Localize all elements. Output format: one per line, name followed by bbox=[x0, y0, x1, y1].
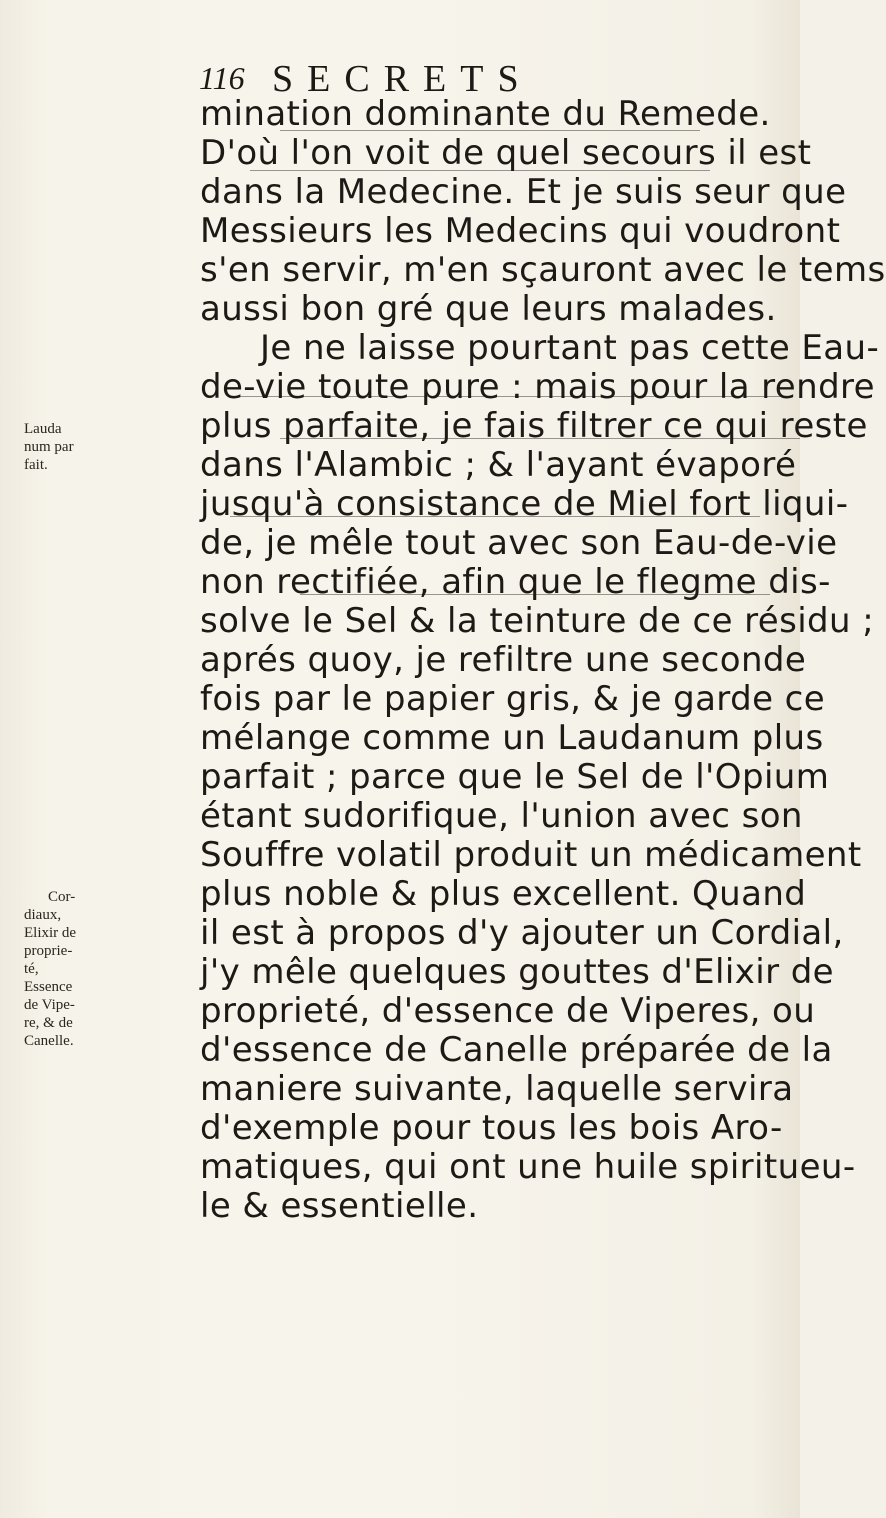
text-line: plus noble & plus excellent. Quand bbox=[200, 874, 807, 914]
text-line: aussi bon gré que leurs malades. bbox=[200, 289, 777, 329]
text-line: mélange comme un Laudanum plus bbox=[200, 718, 824, 758]
text-line: de-vie toute pure : mais pour la rendre bbox=[200, 367, 875, 407]
text-line: maniere suivante, laquelle servira bbox=[200, 1069, 794, 1109]
running-title: SECRETS bbox=[272, 58, 533, 100]
margin-note-cordiaux bbox=[24, 888, 124, 1050]
margin-note-line: fait. bbox=[24, 457, 48, 473]
text-line: Souffre volatil produit un médicament bbox=[200, 835, 862, 875]
text-line: jusqu'à consistance de Miel fort liqui- bbox=[200, 484, 849, 524]
margin-note-line: re, & de bbox=[24, 1015, 73, 1031]
margin-note-line: Cor- bbox=[48, 889, 76, 905]
text-line: plus parfaite, je fais filtrer ce qui reste bbox=[200, 406, 868, 446]
text-line: mination dominante du Remede. bbox=[200, 94, 771, 134]
text-line: parfait ; parce que le Sel de l'Opium bbox=[200, 757, 830, 797]
text-line: proprieté, d'essence de Viperes, ou bbox=[200, 991, 816, 1031]
text-line: matiques, qui ont une huile spiritueu- bbox=[200, 1147, 856, 1187]
margin-note-line: diaux, bbox=[24, 907, 62, 923]
text-line: dans l'Alambic ; & l'ayant évaporé bbox=[200, 445, 797, 485]
text-line: solve le Sel & la teinture de ce résidu ; bbox=[200, 601, 875, 641]
text-line: d'essence de Canelle préparée de la bbox=[200, 1030, 833, 1070]
text-line: de, je mêle tout avec son Eau-de-vie bbox=[200, 523, 838, 563]
text-line: il est à propos d'y ajouter un Cordial, bbox=[200, 913, 844, 953]
text-line: dans la Medecine. Et je suis seur que bbox=[200, 172, 847, 212]
text-line: d'exemple pour tous les bois Aro- bbox=[200, 1108, 783, 1148]
margin-note-line: Lauda bbox=[24, 421, 62, 437]
page-number: 116 bbox=[199, 60, 245, 96]
text-line: fois par le papier gris, & je garde ce bbox=[200, 679, 826, 719]
margin-note-line: de Vipe- bbox=[24, 997, 75, 1013]
text-line: Messieurs les Medecins qui voudront bbox=[200, 211, 841, 251]
margin-note-line: Elixir de bbox=[24, 925, 77, 941]
text-line: étant sudorifique, l'union avec son bbox=[200, 796, 803, 836]
margin-note-line: Essence bbox=[24, 979, 73, 995]
margin-note-line: Canelle. bbox=[24, 1033, 74, 1049]
text-line: non rectifiée, afin que le flegme dis- bbox=[200, 562, 831, 602]
margin-note-line: proprie- bbox=[24, 943, 73, 959]
margin-note-line: té, bbox=[24, 961, 39, 977]
margin-note-line: num par bbox=[24, 439, 74, 455]
text-line: j'y mêle quelques gouttes d'Elixir de bbox=[200, 952, 834, 992]
text-line: D'où l'on voit de quel secours il est bbox=[200, 133, 812, 173]
text-line: aprés quoy, je refiltre une seconde bbox=[200, 640, 807, 680]
text-line: Je ne laisse pourtant pas cette Eau- bbox=[260, 328, 880, 368]
text-line: s'en servir, m'en sçauront avec le tems bbox=[200, 250, 886, 290]
margin-note-laudanum bbox=[24, 420, 124, 474]
text-line: le & essentielle. bbox=[200, 1186, 479, 1226]
